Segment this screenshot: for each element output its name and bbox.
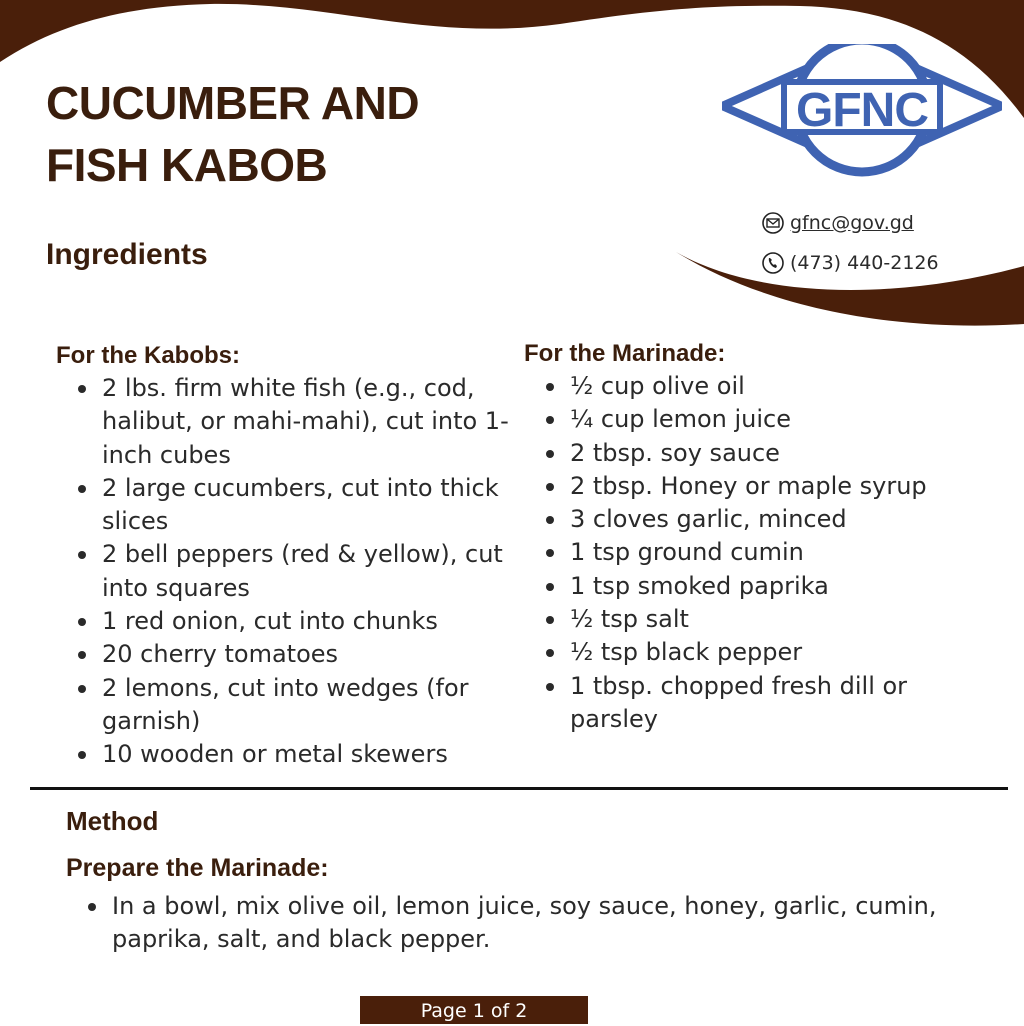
recipe-title-line1: CUCUMBER AND [46, 77, 420, 129]
email-text[interactable]: gfnc@gov.gd [790, 212, 914, 234]
contact-email[interactable] [760, 212, 914, 234]
phone-icon [760, 252, 786, 274]
list-item: 2 large cucumbers, cut into thick slices [56, 472, 516, 539]
ingredients-heading: Ingredients [46, 238, 208, 271]
list-item: ½ cup olive oil [524, 370, 964, 403]
list-item: 2 bell peppers (red & yellow), cut into squares [56, 538, 516, 605]
kabobs-heading: For the Kabobs: [56, 342, 240, 369]
method-heading: Method [66, 806, 159, 836]
list-item: ½ tsp salt [524, 603, 964, 636]
recipe-title [46, 72, 419, 196]
phone-text: (473) 440-2126 [790, 252, 939, 274]
list-item: 1 red onion, cut into chunks [56, 605, 516, 638]
list-item: 2 lbs. firm white fish (e.g., cod, halibut, or mahi-mahi), cut into 1-inch cubes [56, 372, 516, 472]
list-item: 10 wooden or metal skewers [56, 738, 516, 771]
list-item: 2 tbsp. Honey or maple syrup [524, 470, 964, 503]
section-divider [30, 787, 1008, 790]
contact-phone [760, 252, 939, 274]
list-item: ¼ cup lemon juice [524, 403, 964, 436]
page-indicator: Page 1 of 2 [360, 996, 588, 1024]
marinade-section [524, 340, 964, 736]
list-item: 20 cherry tomatoes [56, 638, 516, 671]
prepare-marinade-heading: Prepare the Marinade: [66, 854, 329, 882]
list-item: In a bowl, mix olive oil, lemon juice, soy sauce, honey, garlic, cumin, paprika, salt, and black pepper. [66, 890, 1006, 956]
logo-text: GFNC [796, 84, 928, 137]
marinade-heading: For the Marinade: [524, 340, 726, 367]
kabobs-section [56, 342, 516, 772]
list-item: 1 tbsp. chopped fresh dill or parsley [524, 670, 964, 737]
recipe-title-line2: FISH KABOB [46, 139, 328, 191]
email-icon [760, 212, 786, 234]
list-item: 1 tsp ground cumin [524, 536, 964, 569]
list-item: 2 tbsp. soy sauce [524, 437, 964, 470]
list-item: 2 lemons, cut into wedges (for garnish) [56, 672, 516, 739]
method-steps [66, 890, 1006, 956]
list-item: ½ tsp black pepper [524, 636, 964, 669]
marinade-list [524, 370, 964, 736]
list-item: 3 cloves garlic, minced [524, 503, 964, 536]
list-item: 1 tsp smoked paprika [524, 570, 964, 603]
gfnc-logo [722, 44, 1002, 204]
kabobs-list [56, 372, 516, 772]
